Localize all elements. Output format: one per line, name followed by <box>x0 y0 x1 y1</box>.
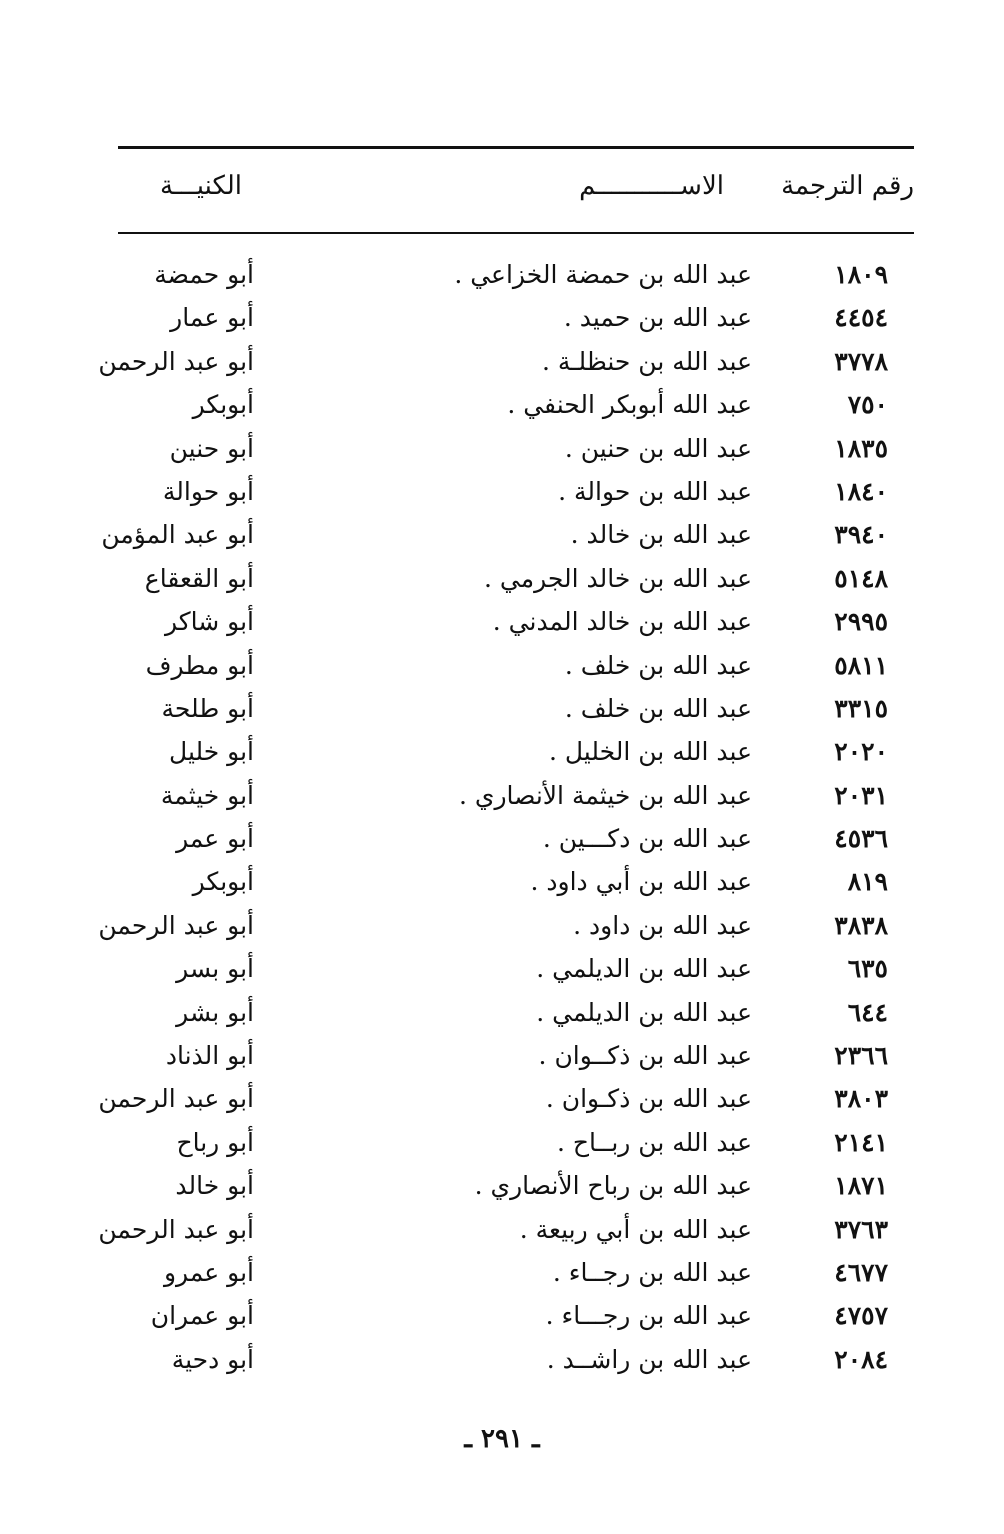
person-kunya: أبو بسر <box>176 954 254 984</box>
person-kunya: أبو عبد الرحمن <box>98 1084 254 1114</box>
translation-number: ٤٦٧٧ <box>834 1257 888 1287</box>
person-name: عبد الله بن رجــاء . <box>552 1257 752 1287</box>
person-kunya: أبو خيثمة <box>160 780 254 810</box>
header-name: الاســـــــــــم <box>579 171 724 201</box>
translation-number: ٦٣٥ <box>847 954 888 984</box>
translation-number: ١٨٤٠ <box>834 476 888 506</box>
translation-number: ٢٠٢٠ <box>834 737 888 767</box>
table-row <box>0 427 1004 470</box>
person-name: عبد الله بن ذكــوان . <box>538 1041 752 1071</box>
page-number: ـ ٢٩١ ـ <box>464 1424 540 1454</box>
person-kunya: أبو بشر <box>176 997 254 1027</box>
table-row <box>0 904 1004 947</box>
translation-number: ٣٧٧٨ <box>834 346 888 376</box>
person-kunya: أبو طلحة <box>161 693 254 723</box>
person-name: عبد الله بن خالد المدني . <box>492 607 752 637</box>
table-row <box>0 860 1004 903</box>
header-translation-number: رقم الترجمة <box>781 171 914 201</box>
table-row <box>0 1294 1004 1337</box>
person-name: عبد الله بن داود . <box>573 910 752 940</box>
translation-number: ٢٣٦٦ <box>834 1041 888 1071</box>
person-name: عبد الله بن حنين . <box>564 433 752 463</box>
person-name: عبد الله أبوبكر الحنفي . <box>507 390 752 420</box>
person-kunya: أبو حوالة <box>162 476 254 506</box>
person-kunya: أبو عمار <box>170 303 254 333</box>
person-name: عبد الله بن رجـــاء . <box>545 1301 752 1331</box>
entries-table <box>0 253 1004 1381</box>
table-row <box>0 1077 1004 1120</box>
translation-number: ٥٨١١ <box>834 650 888 680</box>
person-kunya: أبو خليل <box>169 737 254 767</box>
translation-number: ٣٩٤٠ <box>834 520 888 550</box>
table-row <box>0 1251 1004 1294</box>
translation-number: ٣٣١٥ <box>834 693 888 723</box>
table-row <box>0 817 1004 860</box>
person-kunya: أبو خالد <box>175 1171 254 1201</box>
header-kunya: الكنيـــة <box>160 171 242 201</box>
person-name: عبد الله بن أبي ربيعة . <box>519 1214 752 1244</box>
table-row <box>0 1121 1004 1164</box>
person-name: عبد الله بن ربــاح . <box>557 1127 752 1157</box>
person-kunya: أبو الذناد <box>165 1041 254 1071</box>
translation-number: ١٨٣٥ <box>834 433 888 463</box>
translation-number: ٧٥٠ <box>847 390 888 420</box>
translation-number: ١٨٠٩ <box>834 260 888 289</box>
table-row <box>0 1338 1004 1381</box>
translation-number: ٨١٩ <box>847 867 888 897</box>
table-row <box>0 947 1004 990</box>
person-kunya: أبوبكر <box>192 867 254 897</box>
table-row <box>0 253 1004 296</box>
person-kunya: أبو حنين <box>169 433 254 463</box>
translation-number: ٣٨٠٣ <box>834 1084 888 1114</box>
person-kunya: أبو القعقاع <box>144 563 254 593</box>
top-rule <box>118 146 914 149</box>
person-name: عبد الله بن راشــد . <box>546 1344 752 1374</box>
translation-number: ٢١٤١ <box>834 1127 888 1157</box>
translation-number: ٢٠٨٤ <box>834 1344 888 1374</box>
table-row <box>0 340 1004 383</box>
person-name: عبد الله بن حنظلـة . <box>541 346 752 376</box>
table-row <box>0 644 1004 687</box>
table-row <box>0 383 1004 426</box>
table-row <box>0 513 1004 556</box>
translation-number: ٦٤٤ <box>847 997 888 1027</box>
person-kunya: أبو شاكر <box>164 607 254 637</box>
person-name: عبد الله بن خالد . <box>570 520 752 550</box>
table-row <box>0 1164 1004 1207</box>
person-name: عبد الله بن الخليل . <box>548 737 752 767</box>
person-kunya: أبوبكر <box>192 390 254 420</box>
person-name: عبد الله بن حوالة . <box>558 476 752 506</box>
table-row <box>0 470 1004 513</box>
translation-number: ٣٨٣٨ <box>834 910 888 940</box>
table-row <box>0 557 1004 600</box>
person-kunya: أبو عمران <box>150 1301 254 1331</box>
person-kunya: أبو عمر <box>176 824 254 854</box>
table-row <box>0 991 1004 1034</box>
person-kunya: أبو عبد المؤمن <box>101 520 254 550</box>
person-kunya: أبو عبد الرحمن <box>98 1214 254 1244</box>
person-name: عبد الله بن خيثمة الأنصاري . <box>459 780 752 810</box>
table-row <box>0 1034 1004 1077</box>
translation-number: ٤٤٥٤ <box>834 303 888 333</box>
table-row <box>0 730 1004 773</box>
person-kunya: أبو عبد الرحمن <box>98 346 254 376</box>
person-name: عبد الله بن حمضة الخزاعي . <box>454 260 752 289</box>
person-name: عبد الله بن خالد الجرمي . <box>483 563 752 593</box>
header-rule <box>118 232 914 234</box>
translation-number: ٢٠٣١ <box>834 780 888 810</box>
person-name: عبد الله بن دكـــين . <box>542 824 752 854</box>
person-kunya: أبو مطرف <box>145 650 254 680</box>
table-row <box>0 774 1004 817</box>
translation-number: ٥١٤٨ <box>834 563 888 593</box>
person-kunya: أبو عمرو <box>163 1257 254 1287</box>
translation-number: ٢٩٩٥ <box>834 607 888 637</box>
person-name: عبد الله بن أبي داود . <box>530 867 752 897</box>
person-kunya: أبو حمضة <box>154 260 254 289</box>
person-kunya: أبو دحية <box>171 1344 254 1374</box>
table-row <box>0 296 1004 339</box>
translation-number: ٤٥٣٦ <box>834 824 888 854</box>
translation-number: ٤٧٥٧ <box>834 1301 888 1331</box>
table-row <box>0 687 1004 730</box>
person-name: عبد الله بن خلف . <box>564 693 752 723</box>
person-name: عبد الله بن الديلمي . <box>536 997 752 1027</box>
table-row <box>0 600 1004 643</box>
person-name: عبد الله بن ذكـوان . <box>545 1084 752 1114</box>
person-name: عبد الله بن خلف . <box>564 650 752 680</box>
person-name: عبد الله بن الديلمي . <box>536 954 752 984</box>
person-name: عبد الله بن حميد . <box>563 303 752 333</box>
table-row <box>0 1208 1004 1251</box>
translation-number: ١٨٧١ <box>834 1171 888 1201</box>
person-kunya: أبو عبد الرحمن <box>98 910 254 940</box>
translation-number: ٣٧٦٣ <box>834 1214 888 1244</box>
person-kunya: أبو رباح <box>176 1127 254 1157</box>
person-name: عبد الله بن رباح الأنصاري . <box>474 1171 752 1201</box>
